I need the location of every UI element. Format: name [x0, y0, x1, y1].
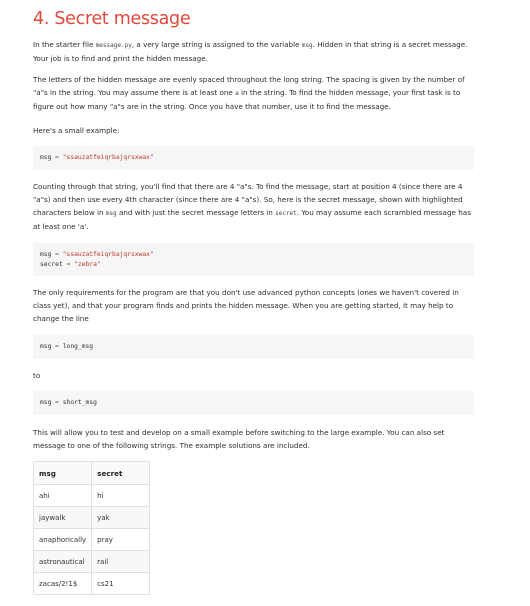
- requirements-paragraph: The only requirements for the program are that you don't use advanced python concepts (ones we haven't covered in class yet), and that your program finds and prints the hidden message. When you are getting started, it may help to change the line: [33, 288, 459, 323]
- code-var: msg: [40, 251, 52, 258]
- intro-paragraph: [33, 38, 473, 65]
- code-var: msg: [40, 343, 52, 350]
- section-title: 4. Secret message: [33, 9, 191, 29]
- counting-text-3: . You may assume each scrambled message has at least one 'a'.: [33, 208, 471, 231]
- header-secret: secret: [92, 462, 150, 485]
- letter-code: a: [235, 90, 239, 97]
- code-operator: =: [55, 399, 59, 406]
- counting-text-1: Counting through that string, you'll find that there are 4 "a"s. To find the message, start at position 4 (since there are 4 "a"s) and then use every 4th character (since there are 4 "a"s). So, here is the secret message, shown with highlighted characters below in: [33, 182, 463, 217]
- examples-table: [33, 461, 150, 595]
- to-text: to: [33, 371, 41, 380]
- table-row: [34, 485, 150, 507]
- cell-msg: jaywalk: [34, 507, 92, 529]
- cell-secret: hi: [92, 485, 150, 507]
- header-msg: msg: [34, 462, 92, 485]
- code-var: secret: [40, 260, 63, 268]
- code-string: "ssauzatfeiqrbajqrsxwax": [62, 251, 154, 258]
- table-row: [34, 529, 150, 551]
- code-block-long-msg: [33, 335, 474, 359]
- table-row: [34, 551, 150, 573]
- code-var: msg: [40, 154, 52, 161]
- code-operator: =: [66, 260, 71, 268]
- intro-text-1: In the starter file: [33, 40, 96, 49]
- code-operator: =: [55, 154, 59, 161]
- cell-msg: ahi: [34, 485, 92, 507]
- code-block-secret-example: [33, 243, 474, 276]
- spacing-paragraph: [33, 73, 473, 113]
- table-header-row: [34, 462, 150, 485]
- msg-code: msg: [105, 210, 117, 217]
- counting-paragraph: [33, 180, 473, 233]
- code-identifier: short_msg: [62, 399, 97, 406]
- counting-text-2: and with just the secret message letters in: [116, 208, 276, 217]
- code-string: "zebra": [74, 260, 101, 268]
- test-paragraph: This will allow you to test and develop on a small example before switching to the large example. You can also set message to one of the following strings. The example solutions are included.: [33, 428, 445, 450]
- code-string: "ssauzatfeiqrbajqrsxwax": [62, 154, 154, 161]
- table-row: [34, 573, 150, 595]
- cell-msg: zacas/2!1$: [34, 573, 92, 595]
- variable-code: msg: [301, 42, 313, 49]
- cell-secret: yak: [92, 507, 150, 529]
- cell-secret: pray: [92, 529, 150, 551]
- code-operator: =: [55, 343, 59, 350]
- cell-secret: rail: [92, 551, 150, 573]
- code-block-short-msg: [33, 391, 474, 415]
- table-row: [34, 507, 150, 529]
- secret-code: secret: [275, 210, 297, 217]
- cell-msg: astronautical: [34, 551, 92, 573]
- code-identifier: long_msg: [62, 343, 94, 350]
- spacing-text-1: The letters of the hidden message are evenly spaced throughout the long string. The spacing is given by the number of "a"s in the string. You may assume there is at least one: [33, 75, 465, 97]
- code-block-short-example: [33, 146, 474, 170]
- example-intro: Here's a small example:: [33, 126, 120, 135]
- code-var: msg: [40, 399, 52, 406]
- intro-text-2: , a very large string is assigned to the variable: [131, 40, 302, 49]
- intro-text-3: . Hidden in that string is a secret message. Your job is to find and print the hidden message.: [33, 40, 468, 63]
- cell-secret: cs21: [92, 573, 150, 595]
- code-operator: =: [55, 251, 59, 258]
- cell-msg: anaphorically: [34, 529, 92, 551]
- filename-code: message.py: [95, 42, 132, 49]
- spacing-text-2: in the string. To find the hidden message, your first task is to figure out how many "a"s are in the string. Once you have that number, use it to find the message.: [33, 88, 461, 111]
